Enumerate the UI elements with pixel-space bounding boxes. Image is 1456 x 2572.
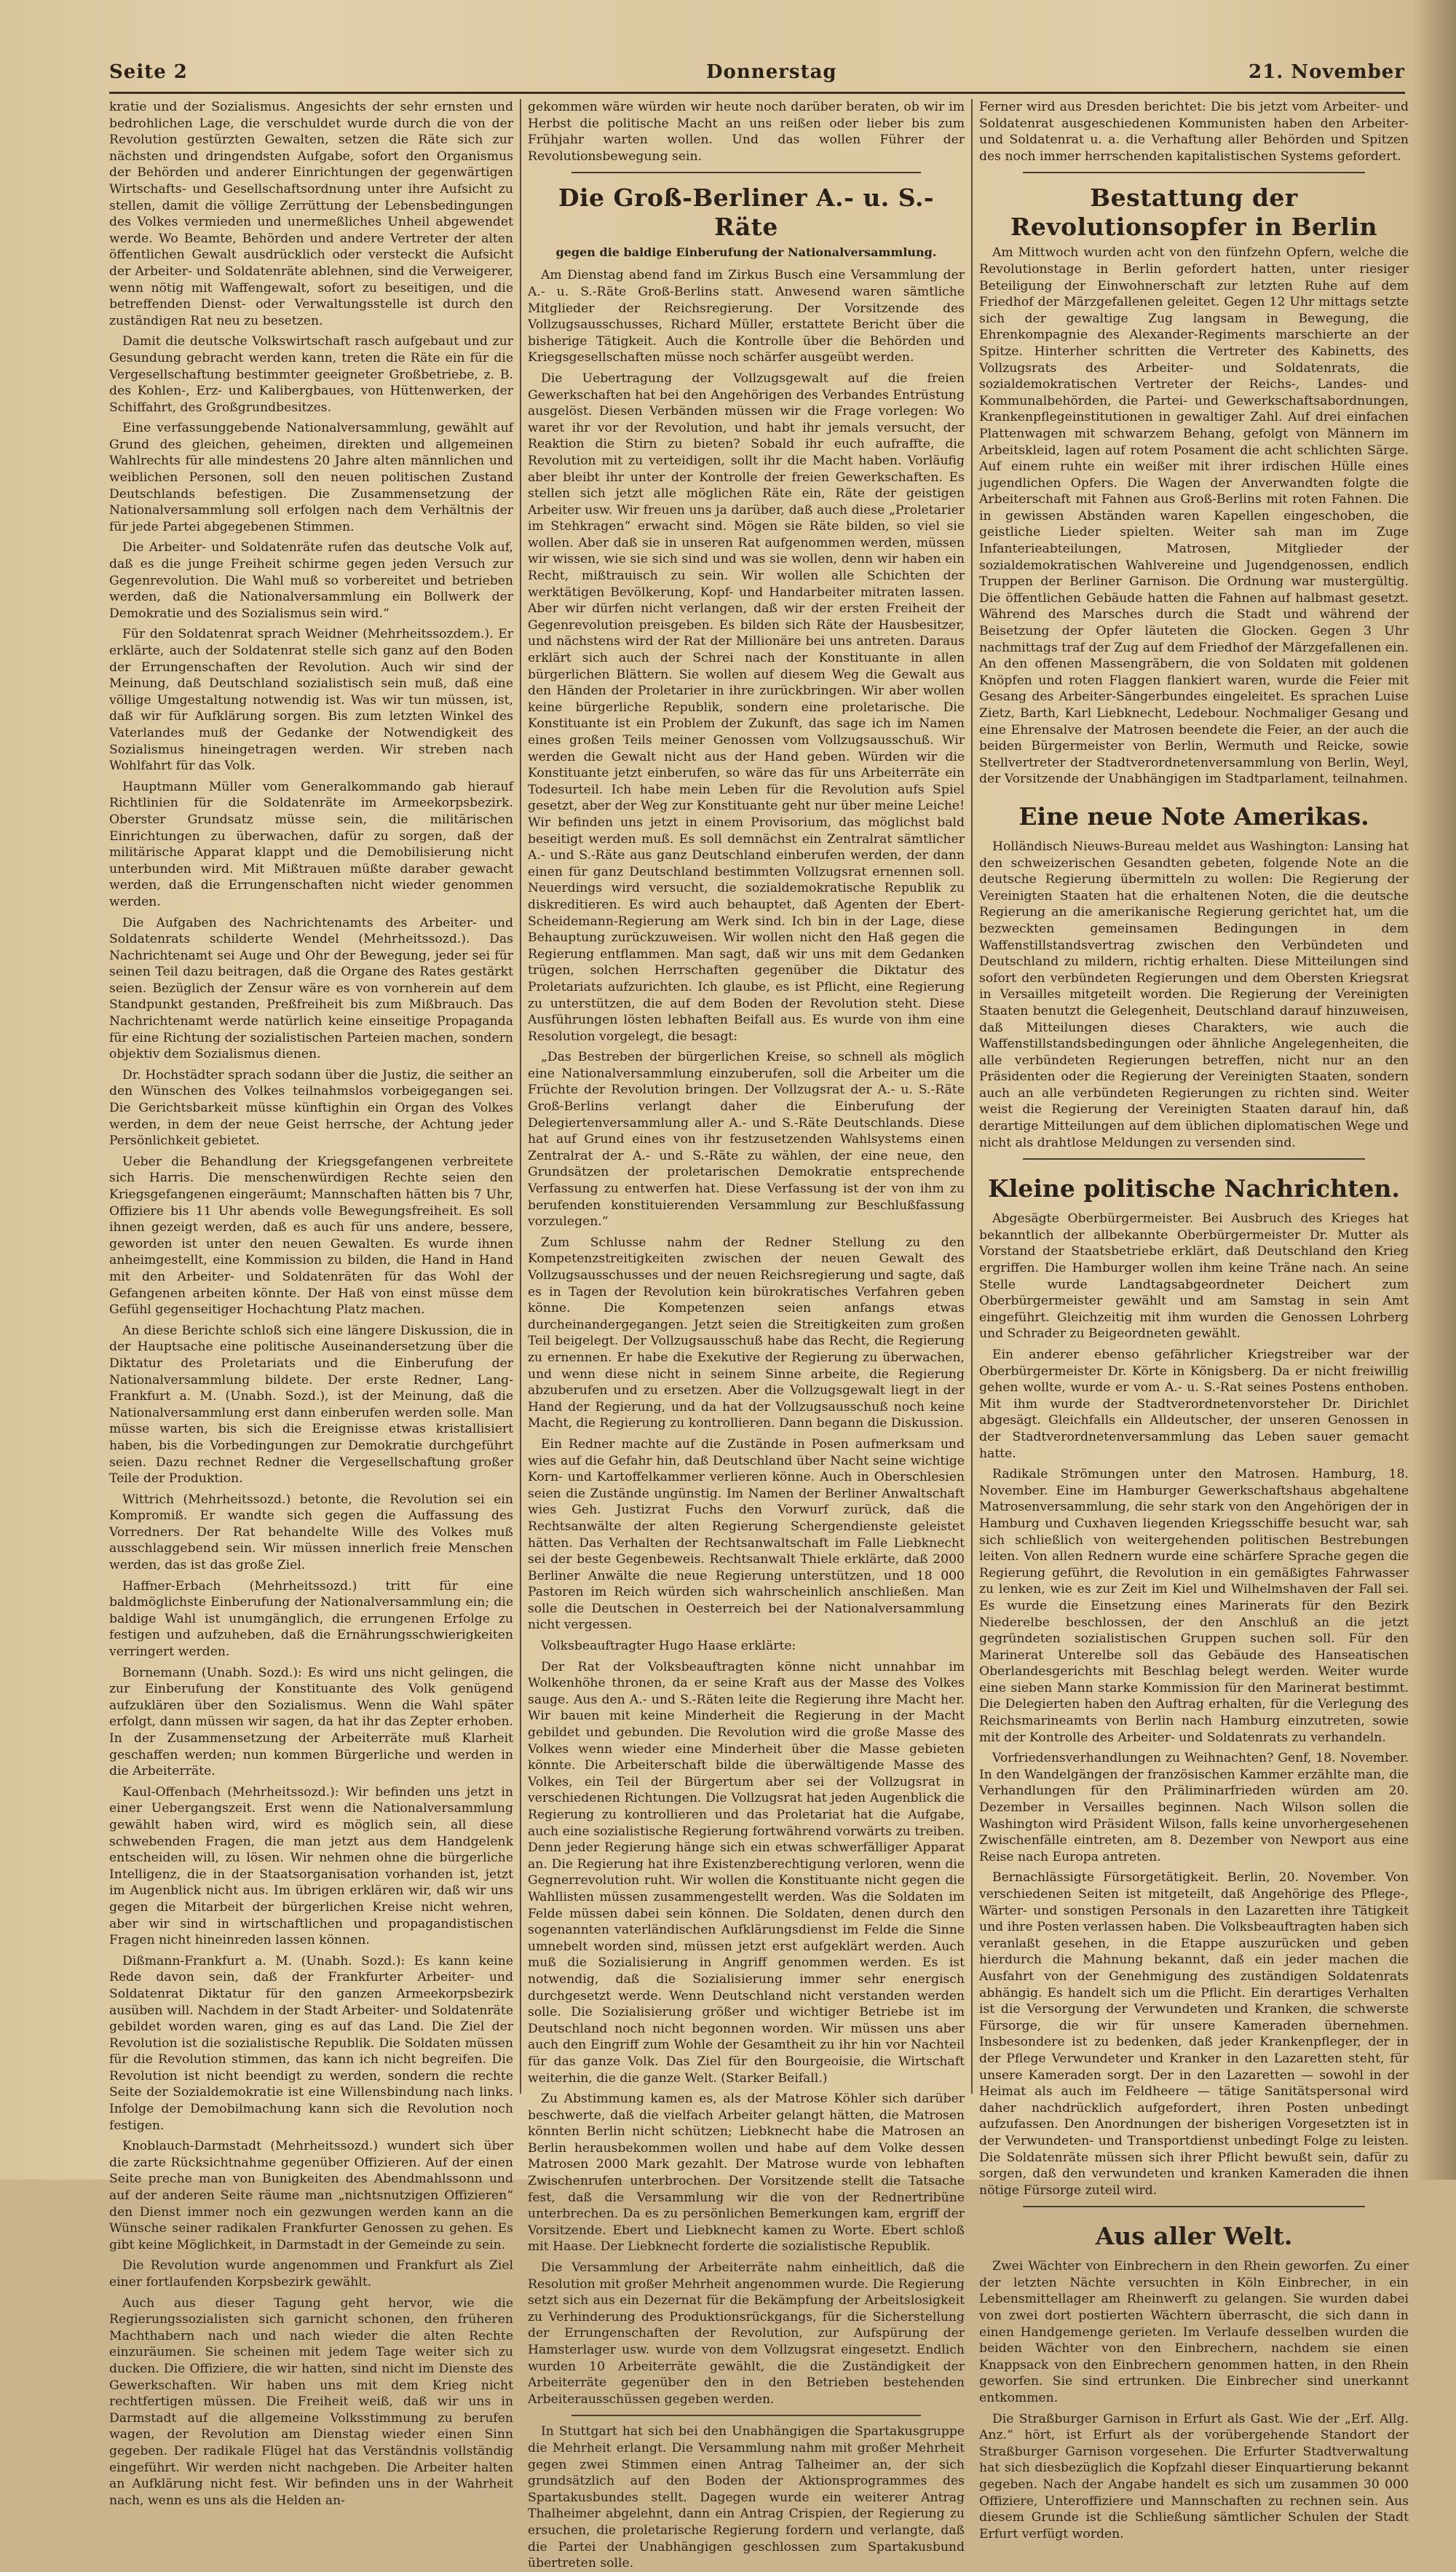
column-middle	[528, 99, 965, 2571]
article-paragraph: Die Revolution wurde angenommen und Frankfurt als Ziel einer fortlaufenden Korpsbezirk gewählt.	[109, 2258, 513, 2290]
page-number: Seite 2	[109, 61, 188, 83]
article-paragraph: Dr. Hochstädter sprach sodann über die Justiz, die seither an den Wünschen des Volkes teilnahmslos vorbeigegangen sei. Die Gerichtsbarkeit müsse künftighin ein Organ des Volkes werden, in dem der neue Geist herrsche, der Achtung jeder Persönlichkeit gebietet.	[109, 1067, 513, 1149]
column-right	[979, 99, 1409, 2541]
article-paragraph: Am Dienstag abend fand im Zirkus Busch eine Versammlung der A.- u. S.-Räte Groß-Berlins statt. Anwesend waren sämtliche Mitglieder der Reichsregierung. Der Vorsitzende des Vollzugsausschusses, Richard Müller, erstattete Bericht über die bisherige Tätigkeit. Auch die Kontrolle über die Behörden und Kriegsgesellschaften müsse noch schärfer ausgeübt werden.	[528, 268, 965, 365]
article-paragraph: An diese Berichte schloß sich eine längere Diskussion, die in der Hauptsache eine politische Auseinandersetzung über die Diktatur des Proletariats und die Einberufung der Nationalversammlung bildete. Der erste Redner, Lang-Frankfurt a. M. (Unabh. Sozd.), ist der Meinung, daß die Nationalversammlung erst dann einberufen werden solle. Man müsse warten, bis sich die Ereignisse etwas kristallisiert haben, bis die Vorbedingungen zur Demokratie durchgeführt seien. Dazu rechnet Redner die Vergesellschaftung großer Teile der Produktion.	[109, 1323, 513, 1487]
article-paragraph: Abgesägte Oberbürgermeister. Bei Ausbruch des Krieges hat bekanntlich der allbekannte Oberbürgermeister Dr. Mutter als Vorstand der Staatsbetriebe erklärt, daß Deutschland den Krieg ergriffen. Die Hamburger wollen ihm keine Träne nach. An seine Stelle wurde Landtagsabgeordneter Deichert zum Oberbürgermeister gewählt und am Samstag in sein Amt eingeführt. Gleichzeitig mit ihm wurden die Genossen Lohrberg und Schrader zu Beigeordneten gewählt.	[979, 1211, 1409, 1342]
article-paragraph: Knoblauch-Darmstadt (Mehrheitssozd.) wundert sich über die zarte Rücksichtnahme gegenüber Offizieren. Auf der einen Seite preche man von Bunigkeiten des Abendmahlssonn und auf der anderen Seite räume man „nichtsnutzigen Offizieren“ den Dienst immer noch ein gezwungen werden kann an die Wünsche seiner radikalen Frankfurter Genossen zu gehen. Es gibt keine Möglichkeit, in Darmstadt in der Gemeinde zu sein.	[109, 2139, 513, 2252]
article-paragraph: Die Straßburger Garnison in Erfurt als Gast. Wie der „Erf. Allg. Anz.“ hört, ist Erfurt als der vorübergehende Standort der Straßburger Garnison vorgesehen. Die Erfurter Stadtverwaltung hat sich diesbezüglich die Kopfzahl dieser Einquartierung bekannt gegeben. Nach der Angabe handelt es sich um zusammen 30 000 Offiziere, Unteroffiziere und Mannschaften zu rechnen sein. Aus diesem Grunde ist die Schließung sämtlicher Schulen der Stadt Erfurt verfügt worden.	[979, 2411, 1409, 2541]
article-paragraph: In Stuttgart hat sich bei den Unabhängigen die Spartakusgruppe die Mehrheit erlangt. Die Versammlung nahm mit großer Mehrheit gegen zwei Stimmen einen Antrag Talheimer an, der sich grundsätzlich auf den Boden der Aktionsprogrammes des Spartakusbundes stellt. Dagegen wurde ein weiterer Antrag Thalheimer abgelehnt, dann ein Antrag Crispien, der Regierung zu ersuchen, die proletarische Regierung fordern und verlangte, daß die Partei der Unabhängigen geschlossen zum Spartakusbund übertreten solle.	[528, 2424, 965, 2571]
issue-day: Donnerstag	[706, 61, 837, 83]
article-paragraph: Ueber die Behandlung der Kriegsgefangenen verbreitete sich Harris. Die menschenwürdigen Rechte seien den Kriegsgefangenen eingeräumt; Mannschaften hätten bis 7 Uhr, Offiziere bis 11 Uhr abends volle Bewegungsfreiheit. Es soll ihnen gezeigt werden, daß es auch für uns andere, bessere, geworden ist unter den neuen Gewalten. Es wurde ihnen anheimgestellt, eine Kommission zu bilden, die Hand in Hand mit den Arbeiter- und Soldatenräten für das Wohl der Gefangenen arbeiten könnte. Der Haß von einst müsse dem Gefühl gegenseitiger Hochachtung Platz machen.	[109, 1154, 513, 1318]
page-header	[109, 57, 1405, 94]
article-paragraph: Eine verfassunggebende Nationalversammlung, gewählt auf Grund des gleichen, geheimen, direkten und allgemeinen Wahlrechts für alle mindestens 20 Jahre alten männlichen und weiblichen Personen, soll den neuen politischen Zustand Deutschlands befestigen. Die Zusammensetzung der Nationalversammlung soll erfolgen nach dem Verhältnis der für jede Partei abgegebenen Stimmen.	[109, 421, 513, 534]
article-paragraph: Am Mittwoch wurden acht von den fünfzehn Opfern, welche die Revolutionstage in Berlin gefordert hatten, unter riesiger Beteiligung der Einwohnerschaft zur letzten Ruhe auf dem Friedhof der Märzgefallenen geleitet. Gegen 12 Uhr mittags setzte sich der gewaltige Zug langsam in Bewegung, die Ehrenkompagnie des Alexander-Regiments marschierte an der Spitze. Hinterher schritten die Vertreter des Kabinetts, des Vollzugsrats des Arbeiter- und Soldatenrats, die sozialdemokratischen Vertreter der Reichs-, Landes- und Kommunalbehörden, die Partei- und Gewerkschaftsabordnungen, Krankenpflegeinstitutionen in gewaltiger Zahl. Auf drei einfachen Plattenwagen mit schwarzem Behang, gefolgt von Männern im Arbeitskleid, lagen auf rotem Posament die acht schlichten Särge. Auf einem ruhte ein weißer mit ihrer irdischen Hülle eines jugendlichen Opfers. Die Wagen der Anverwandten folgte die Arbeiterschaft mit Fahnen aus Groß-Berlins mit roten Fahnen. Die in gewissen Abständen waren Kapellen eingeschoben, die geistliche Lieder spielten. Weiter sah man im Zuge Infanterieabteilungen, Matrosen, Mitglieder der sozialdemokratischen Wahlvereine und Jugendgenossen, endlich Truppen der Berliner Garnison. Die Ordnung war mustergültig. Die öffentlichen Gebäude hatten die Fahnen auf halbmast gesetzt. Während des Marsches durch die Stadt und während der Beisetzung der Opfer läuteten die Glocken. Gegen 3 Uhr nachmittags traf der Zug auf dem Friedhof der Märzgefallenen ein. An den offenen Massengräbern, die von Soldaten mit goldenen Knöpfen und roten Flaggen flankiert waren, wurde die Feier mit Gesang des Arbeiter-Sängerbundes eingeleitet. Es sprachen Luise Zietz, Barth, Karl Liebknecht, Ledebour. Nochmaliger Gesang und eine Ehrensalve der Matrosen beendete die Feier, an der auch die beiden Bürgermeister von Berlin, Wermuth und Reicke, sowie Stellvertreter der Stadtverordnetenversammlung von Berlin, Weyl, der Vorsitzende der Unabhängigen im Stadtparlament, teilnahmen.	[979, 245, 1409, 787]
article-paragraph: Damit die deutsche Volkswirtschaft rasch aufgebaut und zur Gesundung gebracht werden kann, treten die Räte ein für die Vergesellschaftung bestimmter geeigneter Großbetriebe, z. B. des Kohlen-, Erz- und Kalibergbaues, von Hüttenwerken, der Schiffahrt, des Großgrundbesitzes.	[109, 334, 513, 415]
article-paragraph: Hauptmann Müller vom Generalkommando gab hierauf Richtlinien für die Soldatenräte im Armeekorpsbezirk. Oberster Grundsatz müsse sein, die militärischen Einrichtungen zu überwachen, dafür zu sorgen, daß der militärische Apparat klappt und die Demobilisierung nicht unterbunden wird. Mit Mißtrauen müßte daraber gewacht werden, daß die Errungenschaften nicht wieder genommen werden.	[109, 779, 513, 909]
article-paragraph: Ein Redner machte auf die Zustände in Posen aufmerksam und wies auf die Gefahr hin, daß Deutschland über Nacht seine wichtige Korn- und Kartoffelkammer verlieren könne. Auch in Oberschlesien seien die Zustände ungünstig. Im Namen der Berliner Anwaltschaft wies Geh. Justizrat Fuchs den Vorwurf zurück, daß die Rechtsanwälte der alten Regierung Schergendienste geleistet hätten. Das Verhalten der Rechtsanwaltschaft im Falle Liebknecht sei der beste Gegenbeweis. Rechtsanwalt Thiele erklärte, daß 2000 Berliner Anwälte die neue Regierung unterstützen, und 18 000 Pastoren im Reich würden sich wahrscheinlich anschließen. Man solle die Deutschen in Oesterreich bei der Nationalversammlung nicht vergessen.	[528, 1436, 965, 1633]
article-paragraph: Die Aufgaben des Nachrichtenamts des Arbeiter- und Soldatenrats schilderte Wendel (Mehrheitssozd.). Das Nachrichtenamt sei Auge und Ohr der Bewegung, jeder sei für seinen Teil dazu beitragen, daß die Organe des Rates gestärkt seien. Bezüglich der Zensur wäre es von vornherein auf dem Standpunkt gestanden, Preßfreiheit bis zum Mißbrauch. Das Nachrichtenamt werde natürlich keine einseitige Propaganda für eine Richtung der sozialistischen Parteien machen, sondern objektiv dem Sozialismus dienen.	[109, 915, 513, 1062]
article-paragraph: Holländisch Nieuws-Bureau meldet aus Washington: Lansing hat den schweizerischen Gesandten gebeten, folgende Note an die deutsche Regierung übermitteln zu wollen: Die Regierung der Vereinigten Staaten hat die erhaltenen Noten, die die deutsche Regierung an die amerikanische Regierung gerichtet hat, um die bezweckten gemeinsamen Bedingungen in dem Waffenstillstandsvertrag zwischen den Verbündeten und Deutschland zu mildern, richtig erhalten. Diese Mitteilungen sind sofort den verbündeten Regierungen und dem Obersten Kriegsrat in Versailles mitgeteilt worden. Die Regierung der Vereinigten Staaten benutzt die Gelegenheit, Deutschland darauf hinzuweisen, daß Mitteilungen dieses Charakters, wie auch die Waffenstillstandsbedingungen oder ähnliche Angelegenheiten, die alle verbündeten Regierungen betreffen, nicht nur an den Präsidenten oder die Regierung der Vereinigten Staaten, sondern auch an alle verbündeten Regierungen zu richten sind. Weiter weist die Regierung der Vereinigten Staaten darauf hin, daß derartige Mitteilungen auf dem üblichen diplomatischen Wege und nicht als drahtlose Meldungen zu versenden sind.	[979, 839, 1409, 1150]
article-paragraph: Auch aus dieser Tagung geht hervor, wie die Regierungssozialisten sich garnicht schonen, den früheren Machthabern nach und nach wieder die alten Rechte einzuräumen. Sie scheinen mit jedem Tage weiter sich zu ducken. Die Offiziere, die wir hatten, sind nicht im Dienste des Gewerkschaften. Wir haben uns mit dem Krieg nicht rechtfertigen müssen. Die Freiheit weiß, daß wir uns in Darmstadt auf die allgemeine Volksstimmung zu berufen wagen, der Revolution am Dienstag wieder einen Sinn gegeben. Der radikale Flügel hat das Verständnis vollständig eingeführt. Wir werden nicht nachgeben. Die Arbeiter halten an Aufklärung nicht fest. Wir befinden uns in der Wahrheit nach, wenn es uns als die Helden an-	[109, 2295, 513, 2508]
article-paragraph: Volksbeauftragter Hugo Haase erklärte:	[541, 1639, 796, 1654]
article-paragraph: Für den Soldatenrat sprach Weidner (Mehrheitssozdem.). Er erklärte, auch der Soldatenrat stelle sich ganz auf den Boden der Errungenschaften der Revolution. Auch wir sind der Meinung, daß Deutschland sozialistisch sein muß, daß eine völlige Umgestaltung notwendig ist. Was wir tun müssen, ist, daß wir für Aufklärung sorgen. Bis zum letzten Winkel des Vaterlandes muß der Gedanke der Notwendigkeit des Sozialismus hineingetragen werden. Wir streben nach Wohlfahrt für das Volk.	[109, 627, 513, 774]
article-paragraph: Bornemann (Unabh. Sozd.): Es wird uns nicht gelingen, die zur Einberufung der Konstituante des Volk genügend aufzuklären über den Sozialismus. Wenn die Wahl später erfolgt, dann müssen wir sagen, da hat ihr das Zepter erhoben. In der Zusammensetzung der Arbeiterräte muß Klarheit geschaffen werden; nun kommen Bürgerliche und werden in die Arbeiterräte.	[109, 1665, 513, 1779]
column-left	[109, 99, 513, 2508]
article-divider	[1023, 2206, 1365, 2207]
article-divider	[1023, 1158, 1365, 1160]
article-headline: Kleine politische Nachrichten.	[988, 1174, 1400, 1203]
article-paragraph: Ein anderer ebenso gefährlicher Kriegstreiber war der Oberbürgermeister Dr. Körte in Königsberg. Da er nicht freiwillig gehen wollte, wurde er vom A.- u. S.-Rat seines Postens enthoben. Mit ihm wurde der Stadtverordnetenvorsteher Dr. Dirichlet abgesägt. Gleichfalls ein Alldeutscher, der unseren Genossen in der Stadtverordnetenversammlung das Leben sauer gemacht hatte.	[979, 1348, 1409, 1461]
article-headline: Eine neue Note Amerikas.	[1018, 802, 1369, 831]
issue-date: 21. November	[1249, 61, 1405, 83]
article-paragraph: Dißmann-Frankfurt a. M. (Unabh. Sozd.): Es kann keine Rede davon sein, daß der Frankfurter Arbeiter- und Soldatenrat Diktatur für den ganzen Armeekorpsbezirk ausüben will. Nachdem in der Stadt Arbeiter- und Soldatenräte gebildet worden waren, ging es auf das Land. Die Ziel der Revolution ist die sozialistische Republik. Die Soldaten müssen für die Revolution stimmen, das kann ich nicht begreifen. Die Revolution ist nicht beendigt zu werden, sondern die rechte Seite der Sozialdemokratie ist eine Willensbindung nach links. Infolge der Demobilmachung kann sich die Revolution noch festigen.	[109, 1953, 513, 2133]
article-paragraph: „Das Bestreben der bürgerlichen Kreise, so schnell als möglich eine Nationalversammlung einzuberufen, soll die Arbeiter um die Früchte der Revolution bringen. Der Vollzugsrat der A.- u. S.-Räte Groß-Berlins verlangt daher die Einberufung der Delegiertenversammlung aller A.- und S.-Räte Deutschlands. Diese hat auf Grund eines von ihr festzusetzenden Wahlsystems einen Zentralrat der A.- und S.-Räte zu wählen, der eine neue, den Grundsätzen der proletarischen Demokratie entsprechende Verfassung zu entwerfen hat. Diese Verfassung ist der von ihm zu berufenden konstituierenden Versammlung zur Beschlußfassung vorzulegen.“	[528, 1050, 965, 1230]
article-paragraph: Zu Abstimmung kamen es, als der Matrose Köhler sich darüber beschwerte, daß die vielfach Arbeiter gelangt hätten, die Matrosen könnten Berlin nicht schützen; Liebknecht habe die Matrosen an Berlin herausbekommen wollen und habe auf dem Volke dessen Matrosen 2000 Mark gezahlt. Der Matrose wurde von lebhaften Zwischenrufen unterbrochen. Der Vorsitzende stellt die Tatsache fest, daß die Versammlung wir die von der Rednertribüne unterbrechen. Da es zu persönlichen Bemerkungen kam, ergriff der Vorsitzende. Ebert und Liebknecht kamen zu Worte. Ebert schloß mit Haase. Der Liebknecht forderte die sozialistische Republik.	[528, 2092, 965, 2255]
article-paragraph: kratie und der Sozialismus. Angesichts der sehr ernsten und bedrohlichen Lage, die verschuldet wurde durch die von der Revolution gestürzten Gewalten, setzen die Räte sich zur nächsten und dringendsten Aufgabe, sofort den Organismus der Behörden und anderer Einrichtungen der gegenwärtigen Wirtschafts- und Gesellschaftsordnung unter ihre Aufsicht zu stellen, damit die völlige Zerrüttung der Lebensbedingungen des Volkes vermieden und unermeßliches Unheil abgewendet werde. Wo Beamte, Behörden und andere Vertreter der alten öffentlichen Gewalt ausdrücklich oder versteckt die Aufsicht der Arbeiter- und Soldatenräte ablehnen, sind die Verweigerer, wenn nötig mit Waffengewalt, sofort zu beseitigen, und die betreffenden Dienst- oder Verwaltungsstelle ist durch den zuständigen Rat neu zu besetzen.	[109, 100, 513, 328]
article-divider	[571, 2415, 921, 2416]
column-rule	[971, 99, 973, 2094]
article-paragraph: Der Rat der Volksbeauftragten könne nicht unnahbar im Wolkenhöhe thronen, da er seine Kraft aus der Masse des Volkes sauge. Aus den A.- und S.-Räten leite die Regierung ihre Macht her. Wir bauen mit keine Minderheit die Regierung in der Macht gebildet und gebunden. Die Revolution wird die große Masse des Volkes wenn wieder eine Minderheit über die Masse gebieten könnte. Die Arbeiterschaft bilde die überwältigende Masse des Volkes, ein Teil der Bürgertum aber sei der Vollzugsrat in verschiedenen Richtungen. Die Vollzugsrat hat jeden Augenblick die Regierung zu kontrollieren und das Proletariat hat die Aufgabe, auch eine sozialistische Regierung fortwährend vorwärts zu treiben. Denn jeder Regierung hänge sich ein etwas schwerfälliger Apparat an. Die Regierung hat ihre Existenzberechtigung verloren, wenn die Gegnerrevolution ruht. Wir wollen die Konstituante nicht gegen die Wahllisten müssen zusammengestellt werden. Was die Soldaten im Felde müssen dabei sein können. Die Soldaten, denen durch den sogenannten vaterländischen Aufklärungsdienst im Felde die Sinne umnebelt worden sind, müssen jetzt erst aufgeklärt werden. Auch muß die Sozialisierung in Angriff genommen werden. Es ist notwendig, daß die Sozialisierung immer sehr energisch durchgesetzt werde. Wenn Deutschland nicht verstanden werden solle. Die Sozialisierung größer und wichtiger Betriebe ist im Deutschland noch nicht begonnen worden. Wir müssen uns aber auch den Eingriff zum Wohle der Gesamtheit zu ihr hin vor Nachteil für das ganze Volk. Das Ziel für den Bourgeoisie, die Wirtschaft weiterhin, die die ganze Welt. (Starker Beifall.)	[528, 1659, 965, 2086]
article-paragraph: Zwei Wächter von Einbrechern in den Rhein geworfen. Zu einer der letzten Nächte versuchten in Köln Einbrecher, in ein Lebensmittellager am Rheinwerft zu gelangen. Sie wurden dabei von zwei dort postierten Wächtern überrascht, die sich dann in einen Handgemenge gerieten. Im Verlaufe desselben wurden die beiden Wächter von den Einbrechern, nachdem sie einen Knappsack von den Einbrechern genommen hatten, in den Rhein geworfen. Sie sind ertrunken. Die Einbrecher sind unerkannt entkommen.	[979, 2259, 1409, 2406]
article-paragraph: Radikale Strömungen unter den Matrosen. Hamburg, 18. November. Eine im Hamburger Gewerkschaftshaus abgehaltene Matrosenversammlung, die sehr stark von den Angehörigen der in Hamburg und Cuxhaven liegenden Kriegsschiffe besucht war, sah sich schließlich von weitergehenden politischen Bestrebungen leiten. Von allen Rednern wurde eine schärfere Sprache gegen die Regierung geführt, die Revolution in ein gemäßigtes Fahrwasser zu lenken, wie es zur Zeit im Kiel und Wilhelmshaven der Fall sei. Es wurde die Einsetzung eines Marinerats für den Bezirk Niederelbe beschlossen, der den Anschluß an die jetzt gegründeten sozialistischen Gruppen suchen soll. Für den Marinerat Unterelbe soll das Gebäude des Hanseatischen Oberlandesgerichts mit Beschlag belegt werden. Weiter wurde eine sieben Mann starke Kommission für den Marinerat bestimmt. Die Delegierten haben den Auftrag erhalten, für die Verlegung des Reichsmarineamts von Berlin nach Hamburg einzutreten, sowie mit der Kontrolle des Arbeiter- und Soldatenrats zu verhandeln.	[979, 1467, 1409, 1745]
article-paragraph: Ferner wird aus Dresden berichtet: Die bis jetzt vom Arbeiter- und Soldatenrat ausgeschiedenen Kommunisten haben den Arbeiter- und Soldatenrat u. a. die Verhaftung aller Behörden und Spitzen des noch immer herrschenden kapitalistischen Systems gefordert.	[979, 100, 1409, 164]
article-subheadline: gegen die baldige Einberufung der Nationalversammlung.	[555, 245, 937, 260]
article-divider	[571, 172, 921, 173]
article-paragraph: Die Arbeiter- und Soldatenräte rufen das deutsche Volk auf, daß es die junge Freiheit schirme gegen jeden Versuch zur Gegenrevolution. Die Wahl muß so vorbereitet und betrieben werden, daß die Nationalversammlung ein Bollwerk der Demokratie und des Sozialismus sein wird.“	[109, 540, 513, 621]
article-paragraph: gekommen wäre würden wir heute noch darüber beraten, ob wir im Herbst die politische Macht an uns reißen oder lieber bis zum Frühjahr warten wollen. Und das wollen Führer der Revolutionsbewegung sein.	[528, 100, 965, 164]
article-paragraph: Zum Schlusse nahm der Redner Stellung zu den Kompetenzstreitigkeiten zwischen der neuen Gewalt des Vollzugsausschusses und der neuen Reichsregierung und sagte, daß es in Tagen der Revolution kein bürokratisches Verfahren geben könne. Die Kompetenzen seien anfangs etwas durcheinandergegangen. Jetzt seien die Streitigkeiten zum großen Teil beigelegt. Der Vollzugsausschuß habe das Recht, die Regierung zu ernennen. Er habe die Exekutive der Regierung zu überwachen, und wenn diese nicht in seinem Sinne arbeite, die Regierung abzuberufen und zu ersetzen. Aber die Vollzugsgewalt liegt in der Hand der Regierung, und da hat der Vollzugsausschuß noch keine Macht, die Regierung zu kontrollieren. Dann begann die Diskussion.	[528, 1235, 965, 1431]
column-rule	[520, 99, 521, 2094]
article-paragraph: Die Uebertragung der Vollzugsgewalt auf die freien Gewerkschaften hat bei den Angehörigen des Verbandes Entrüstung ausgelöst. Diesen Verbänden müssen wir die Frage vorlegen: Wo waret ihr vor der Revolution, und habt ihr jemals versucht, der Reaktion die Stirn zu bieten? Sobald ihr euch aufraffte, die Revolution mit zu verteidigen, sollt ihr die Macht haben. Vorläufig aber bleibt ihr unter der Kontrolle der freien Gewerkschaften. Es stellen sich jetzt alle möglichen Räte ein, Räte der geistigen Arbeiter usw. Wir freuen uns ja darüber, daß auch diese „Proletarier im Stehkragen“ erwacht sind. Mögen sie Räte bilden, so viel sie wollen. Aber daß sie in unseren Rat aufgenommen werden, müssen wir wissen, wie sie sich sind und was sie wollen, denn wir haben ein Recht, mißtrauisch zu sein. Wir wollen alle Schichten der werktätigen Bevölkerung, Kopf- und Handarbeiter mitraten lassen. Aber wir dürfen nicht verlangen, daß wir der ersten Freiheit der Gegenrevolution preisgeben. Es bilden sich Räte der Hausbesitzer, und nächstens wird der Rat der Millionäre bei uns antreten. Daraus erklärt sich auch der Schrei nach der Konstituante in allen bürgerlichen Blättern. Sie wollen auf diesem Weg die Gewalt aus den Händen der Proletarier in ihre zurückbringen. Wir aber wollen keine bürgerliche Republik, sondern eine proletarische. Die Konstituante ist ein Problem der Zukunft, das sage ich im Namen eines großen Teils meiner Genossen vom Vollzugsausschuß. Wir werden die Gewalt nicht aus der Hand geben. Würden wir die Konstituante jetzt einberufen, so wäre das für uns Arbeiterräte ein Todesurteil. Ich habe mein Leben für die Revolution aufs Spiel gesetzt, aber der Weg zur Konstituante geht nur über meine Leiche! Wir befinden uns jetzt in einem Provisorium, das möglichst bald beseitigt werden muß. Es soll demnächst ein Zentralrat sämtlicher A.- und S.-Räte aus ganz Deutschland einberufen werden, der dann einen für ganz Deutschland bestimmten Vollzugsrat ernennen soll. Neuerdings wird versucht, die sozialdemokratische Republik zu diskreditieren. Es wird auch behauptet, daß Agenten der Ebert-Scheidemann-Regierung am Werk sind. Ich bin in der Lage, diese Behauptung zurückzuweisen. Wir wollen nicht den Haß gegen die Regierung entflammen. Man sagt, daß wir uns mit dem Gedanken trügen, solchen Herrschaften gegenüber die Diktatur des Proletariats aufzurichten. Ich glaube, es ist Pflicht, eine Regierung zu unterstützen, die auf dem Boden der Revolution steht. Diese Ausführungen lösten lebhaften Beifall aus. Es wurde von ihm eine Resolution vorgelegt, die besagt:	[528, 371, 965, 1044]
article-paragraph: Bernachlässigte Fürsorgetätigkeit. Berlin, 20. November. Von verschiedenen Seiten ist mitgeteilt, daß Angehörige des Pflege-, Wärter- und sonstigen Personals in den Lazaretten ihre Tätigkeit und ihre Posten verlassen haben. Die Volksbeauftragten haben sich veranlaßt gesehen, in die Etappe auszurücken und geben hierdurch die Mahnung bekannt, daß ein jeder machen die Ausfahrt von der Genehmigung des zuständigen Soldatenrats abhängig. Es handelt sich um die Pflicht. Ein derartiges Verhalten ist die Versorgung der Verwundeten und Kranken, die schwerste Fürsorge, die wir für unsere Kameraden übernehmen. Insbesondere ist zu bedenken, daß jeder Krankenpfleger, der in der Pflege Verwundeter und Kranker in den Lazaretten steht, für unsere Kameraden sorgt. Der in den Lazaretten — sowohl in der Heimat als auch im Feldheere — tätige Sanitätspersonal wird daher nachdrücklich aufgefordert, ihren Posten unbedingt aufzufassen. Den Anordnungen der bisherigen Vorgesetzten ist in der Verwundeten- und Transportdienst unbedingt Folge zu leisten. Die Soldatenräte müssen sich ihrer Pflicht bewußt sein, dafür zu sorgen, daß den verwundeten und kranken Kameraden die ihnen nötige Fürsorge zuteil wird.	[979, 1870, 1409, 2198]
article-headline: Bestattung der Revolutionsopfer in Berlin	[1010, 183, 1377, 242]
article-paragraph: Haffner-Erbach (Mehrheitssozd.) tritt für eine baldmöglichste Einberufung der Nationalversammlung ein; die baldige Wahl ist unumgänglich, die errungenen Erfolge zu festigen und aufzuheben, daß die Ernährungsschwierigkeiten verringert werden.	[109, 1578, 513, 1660]
article-headline: Die Groß-Berliner A.- u. S.-Räte	[558, 183, 935, 242]
article-paragraph: Vorfriedensverhandlungen zu Weihnachten? Genf, 18. November. In den Wandelgängen der französischen Kammer erzählte man, die Verhandlungen für den Präliminarfrieden würden am 20. Dezember in Versailles beginnen. Nach Wilson sollen die Washington wird Präsident Wilson, falls keine unvorhergesehenen Zwischenfälle eintreten, am 8. Dezember von Newport aus eine Reise nach Europa antreten.	[979, 1751, 1409, 1864]
article-paragraph: Die Versammlung der Arbeiterräte nahm einheitlich, daß die Resolution mit großer Mehrheit angenommen wurde. Die Regierung setzt sich aus ein Dezernat für die Bekämpfung der Arbeitslosigkeit zu Verhinderung des Produktionsrückgangs, für die Sicherstellung der Errungenschaften der Revolution, zur Aufspürung der Hamsterlager usw. wurde von dem Vollzugsrat eingesetzt. Endlich wurden 10 Arbeiterräte gewählt, die die Zuständigkeit der Arbeiterräte gegenüber den in den Betrieben bestehenden Arbeiterausschüssen gegeben werden.	[528, 2260, 965, 2407]
article-headline: Aus aller Welt.	[1095, 2222, 1293, 2251]
article-divider	[1023, 172, 1365, 173]
article-paragraph: Wittrich (Mehrheitssozd.) betonte, die Revolution sei ein Kompromiß. Er wandte sich gegen die Auffassung des Vorredners. Der Rat behandelte Wille des Volkes muß ausschlaggebend sein. Wir müssen innerlich freie Menschen werden, das ist das große Ziel.	[109, 1492, 513, 1573]
article-paragraph: Kaul-Offenbach (Mehrheitssozd.): Wir befinden uns jetzt in einer Uebergangszeit. Erst wenn die Nationalversammlung gewählt haben wird, wird es möglich sein, all diese schwebenden Fragen, die man jetzt aus dem Handgelenk entscheiden will, zu lösen. Wir nehmen ohne die bürgerliche Intelligenz, die in der Staatsorganisation vorhanden ist, jetzt im Augenblick nicht aus. Im übrigen erklären wir, daß wir uns gegen die Mitarbeit der bürgerlichen Kreise nicht wehren, aber wir sind in wirtschaftlichen und propagandistischen Fragen nicht hineinreden lassen können.	[109, 1784, 513, 1948]
